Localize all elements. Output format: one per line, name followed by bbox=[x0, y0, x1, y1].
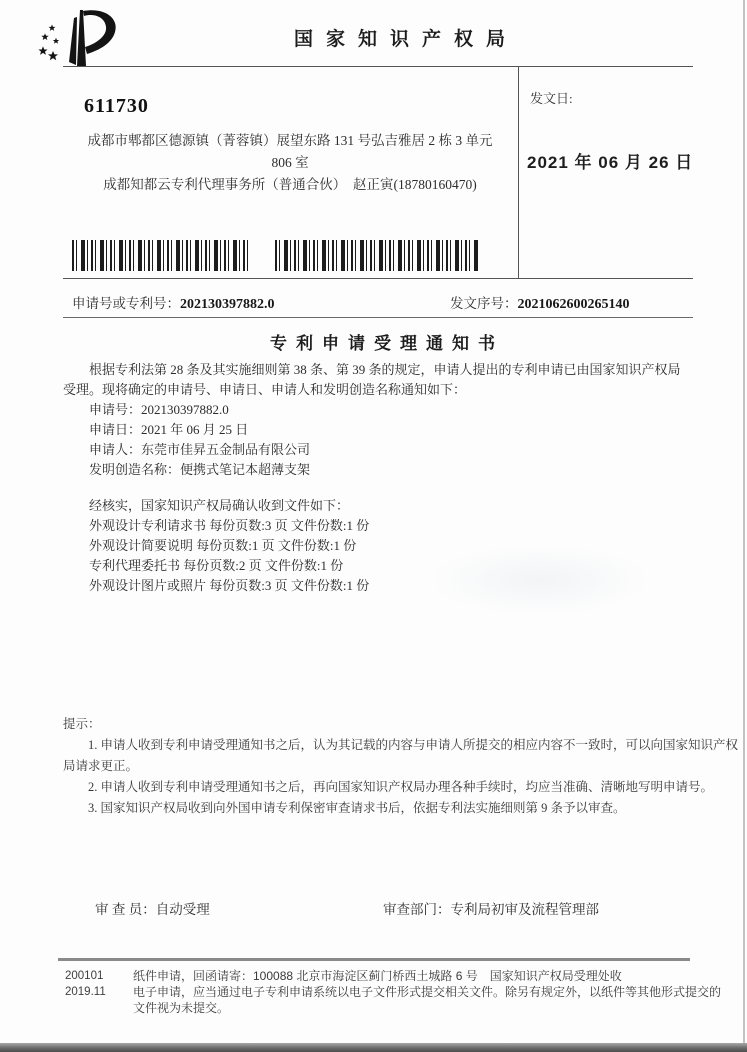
address-line-3: 成都知都云专利代理事务所（普通合伙） 赵正寅(18780160470) bbox=[103, 177, 477, 192]
hints-label: 提示： bbox=[63, 717, 101, 731]
form-date: 2019.11 bbox=[65, 986, 106, 998]
department-value: 专利局初审及流程管理部 bbox=[450, 902, 599, 917]
application-number-row bbox=[72, 292, 275, 313]
mail-code: 611730 bbox=[84, 95, 149, 117]
hints-section bbox=[63, 714, 743, 819]
dispatch-number-row bbox=[450, 292, 630, 313]
field-application-date bbox=[63, 420, 683, 440]
field-label: 申请人： bbox=[89, 442, 142, 457]
notice-paragraph: 根据专利法第 28 条及其实施细则第 38 条、第 39 条的规定，申请人提出的专利申请已由国家知识产权局受理。现将确定的申请号、申请日、申请人和发明创造名称通知如下： bbox=[63, 362, 681, 397]
examiner-row bbox=[95, 898, 210, 918]
hint-item: 2. 申请人收到专利申请受理通知书之后，再向国家知识产权局办理各种手续时，均应当准确、清晰地写明申请号。 bbox=[88, 780, 714, 794]
form-code: 200101 bbox=[65, 970, 104, 982]
field-applicant bbox=[63, 440, 683, 460]
application-number-label: 申请号或专利号： bbox=[72, 296, 180, 311]
footer-line-electronic: 电子申请，应当通过电子专利申请系统以电子文件形式提交相关文件。除另有规定外，以纸件等其他形式提交的文件视为未提交。 bbox=[133, 985, 722, 1015]
header-rule bbox=[63, 66, 693, 67]
document-item: 外观设计简要说明 每份页数:1 页 文件份数:1 份 bbox=[89, 538, 357, 553]
field-label: 申请日： bbox=[89, 422, 142, 437]
scan-smudge bbox=[430, 545, 650, 615]
address-line-1: 成都市郫都区德源镇（菁蓉镇）展望东路 131 号弘吉雅居 2 栋 3 单元 bbox=[87, 133, 493, 148]
examiner-label: 审 查 员： bbox=[95, 902, 156, 917]
field-value: 202130397882.0 bbox=[141, 402, 229, 417]
field-application-no bbox=[63, 400, 683, 420]
page-edge-line bbox=[743, 0, 745, 1052]
footer-rule bbox=[58, 958, 690, 961]
hint-item: 3. 国家知识产权局收到向外国申请专利保密审查请求书后，依据专利法实施细则第 9 条予以审查。 bbox=[88, 801, 626, 815]
barcode-rule bbox=[63, 278, 693, 279]
field-label: 申请号： bbox=[89, 402, 142, 417]
department-label: 审查部门： bbox=[383, 902, 451, 917]
scan-bottom-edge bbox=[0, 1043, 747, 1052]
field-label: 发明创造名称： bbox=[89, 462, 181, 477]
hint-item: 1. 申请人收到专利申请受理通知书之后，认为其记载的内容与申请人所提交的相应内容不一致时，可以向国家知识产权局请求更正。 bbox=[63, 738, 739, 773]
field-value: 东莞市佳昇五金制品有限公司 bbox=[141, 442, 311, 457]
footer-form-codes bbox=[65, 968, 106, 1000]
field-invention-title bbox=[63, 460, 683, 480]
application-number-value: 202130397882.0 bbox=[180, 297, 275, 312]
title-rule bbox=[63, 317, 693, 318]
notice-title: 专利申请受理通知书 bbox=[270, 334, 504, 353]
department-row bbox=[383, 898, 599, 918]
examiner-value: 自动受理 bbox=[155, 902, 210, 917]
footer-instructions bbox=[133, 968, 727, 1016]
document-item: 外观设计专利请求书 每份页数:3 页 文件份数:1 份 bbox=[89, 518, 370, 533]
document-item: 专利代理委托书 每份页数:2 页 文件份数:1 份 bbox=[89, 558, 344, 573]
field-value: 便携式笔记本超薄支架 bbox=[180, 462, 311, 477]
document-item: 外观设计图片或照片 每份页数:3 页 文件份数:1 份 bbox=[89, 578, 370, 593]
field-value: 2021 年 06 月 25 日 bbox=[141, 422, 249, 437]
agency-title: 国家知识产权局 bbox=[293, 29, 518, 50]
recipient-address bbox=[60, 130, 520, 196]
dispatch-number-label: 发文序号： bbox=[450, 296, 518, 311]
dispatch-number-value: 2021062600265140 bbox=[517, 297, 630, 312]
dispatch-date-label: 发文日: bbox=[530, 91, 573, 106]
barcode-dispatch-number bbox=[275, 240, 478, 271]
barcode-application-number bbox=[72, 240, 249, 271]
dispatch-date-value: 2021 年 06 月 26 日 bbox=[527, 153, 694, 172]
address-line-2: 806 室 bbox=[271, 155, 309, 170]
confirmation-line: 经核实，国家知识产权局确认收到文件如下： bbox=[89, 498, 350, 513]
footer-line-paper: 纸件申请，回函请寄：100088 北京市海淀区蓟门桥西土城路 6 号 国家知识产权局受理处收 bbox=[133, 969, 622, 983]
